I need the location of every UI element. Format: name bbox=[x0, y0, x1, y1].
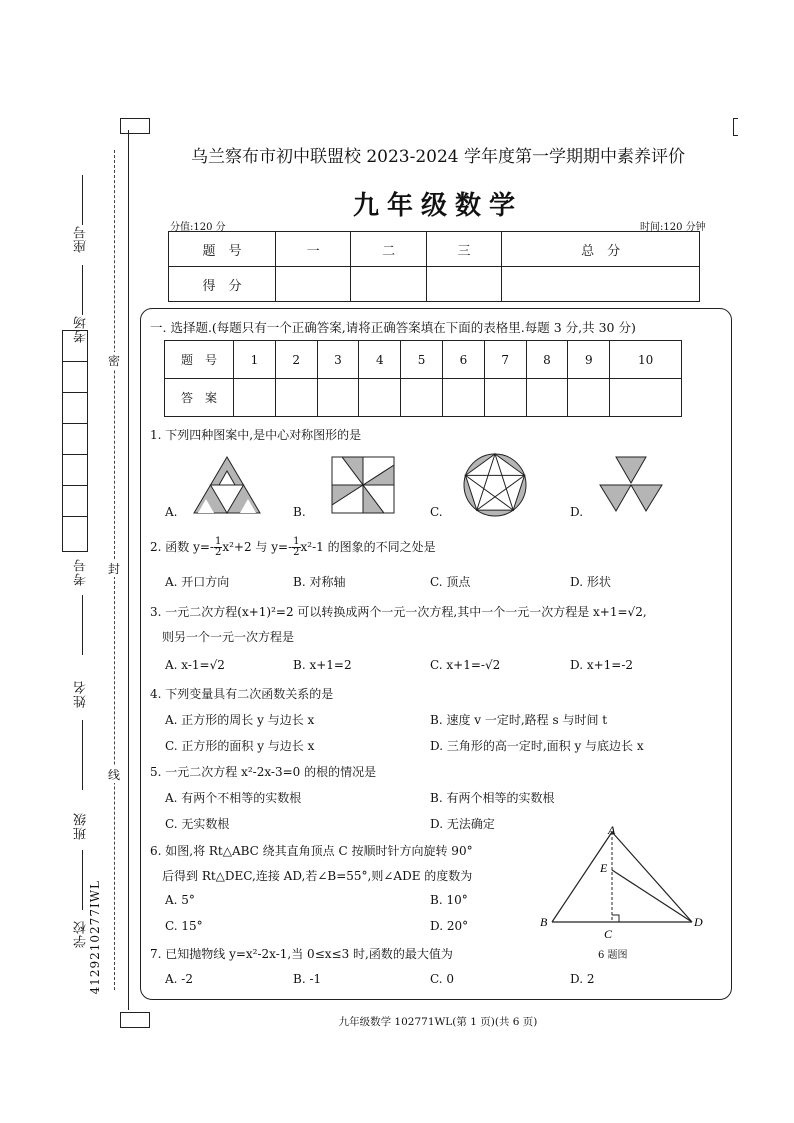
q2-stem bbox=[150, 537, 436, 558]
fig-label-c: C bbox=[604, 927, 613, 941]
q7-stem: 7. 已知抛物线 y=x²-2x-1,当 0≤x≤3 时,函数的最大值为 bbox=[150, 947, 453, 961]
q1-label-b: B. bbox=[293, 505, 306, 519]
name-label: 姓名 bbox=[74, 680, 89, 708]
q2-prefix: 2. 函数 y=- bbox=[150, 540, 214, 554]
q4-stem: 4. 下列变量具有二次函数关系的是 bbox=[150, 687, 334, 701]
q3-option-c[interactable]: C. x+1=-√2 bbox=[430, 658, 501, 672]
fig-label-b: B bbox=[540, 915, 548, 929]
q5-option-c[interactable]: C. 无实数根 bbox=[165, 817, 230, 831]
q6-figure bbox=[538, 826, 708, 942]
q2-mid2: x²-1 的图象的不同之处是 bbox=[300, 540, 436, 554]
answer-header-5: 5 bbox=[401, 341, 443, 379]
seal-feng: 封 bbox=[108, 562, 121, 576]
q6-line2: 后得到 Rt△DEC,连接 AD,若∠B=55°,则∠ADE 的度数为 bbox=[162, 869, 473, 883]
exam-number-boxes[interactable] bbox=[62, 330, 88, 552]
q3-option-b[interactable]: B. x+1=2 bbox=[293, 658, 352, 672]
score-col-2: 二 bbox=[351, 232, 426, 267]
answer-cell[interactable] bbox=[401, 379, 443, 417]
fig-label-d: D bbox=[694, 915, 703, 929]
q6-line1: 6. 如图,将 Rt△ABC 绕其直角顶点 C 按顺时针方向旋转 90° bbox=[150, 844, 473, 858]
exam-title: 乌兰察布市初中联盟校 2023-2024 学年度第一学期期中素养评价 bbox=[190, 147, 686, 167]
q1-figure-d bbox=[598, 455, 664, 515]
corner-bracket bbox=[733, 118, 738, 136]
score-col-total: 总 分 bbox=[502, 232, 700, 267]
answer-header-label: 题 号 bbox=[165, 341, 234, 379]
q3-line2: 则另一个一元一次方程是 bbox=[162, 630, 295, 644]
q1-label-c: C. bbox=[430, 505, 443, 519]
q4-option-b[interactable]: B. 速度 v 一定时,路程 s 与时间 t bbox=[430, 713, 608, 727]
corner-box-top bbox=[120, 118, 150, 134]
q5-stem: 5. 一元二次方程 x²-2x-3=0 的根的情况是 bbox=[150, 765, 377, 779]
q1-figure-b bbox=[330, 455, 396, 515]
q5-option-d[interactable]: D. 无法确定 bbox=[430, 817, 495, 831]
answer-row-label: 答 案 bbox=[165, 379, 234, 417]
q7-option-a[interactable]: A. -2 bbox=[165, 972, 193, 986]
q6-option-a[interactable]: A. 5° bbox=[165, 893, 195, 907]
answer-cell[interactable] bbox=[275, 379, 317, 417]
answer-cell[interactable] bbox=[442, 379, 484, 417]
seal-xian: 线 bbox=[108, 768, 121, 782]
answer-header-4: 4 bbox=[359, 341, 401, 379]
class-blank[interactable] bbox=[82, 850, 83, 910]
q2-option-d[interactable]: D. 形状 bbox=[570, 575, 611, 589]
score-cell-2[interactable] bbox=[351, 267, 426, 302]
room-label: 考场 bbox=[74, 315, 89, 343]
answer-cell[interactable] bbox=[359, 379, 401, 417]
q2-frac-num: 1 bbox=[293, 536, 300, 547]
q2-fraction-2 bbox=[292, 537, 300, 558]
q2-frac-den: 2 bbox=[214, 547, 222, 558]
seat-blank[interactable] bbox=[82, 175, 83, 225]
q1-label-d: D. bbox=[570, 505, 584, 519]
answer-cell[interactable] bbox=[484, 379, 526, 417]
class-label: 班级 bbox=[74, 812, 89, 840]
section1-heading: 一. 选择题.(每题只有一个正确答案,请将正确答案填在下面的表格里.每题 3 分,共 30 分) bbox=[150, 320, 636, 335]
q5-option-b[interactable]: B. 有两个相等的实数根 bbox=[430, 791, 555, 805]
q1-figure-a bbox=[192, 455, 262, 515]
answer-table bbox=[164, 340, 682, 417]
score-row-label: 得 分 bbox=[169, 267, 276, 302]
subject-title: 九年级数学 bbox=[352, 191, 523, 221]
score-cell-3[interactable] bbox=[426, 267, 501, 302]
q2-option-b[interactable]: B. 对称轴 bbox=[293, 575, 346, 589]
seal-mi: 密 bbox=[108, 354, 121, 368]
q4-option-d[interactable]: D. 三角形的高一定时,面积 y 与底边长 x bbox=[430, 739, 644, 753]
answer-cell[interactable] bbox=[526, 379, 568, 417]
q4-option-c[interactable]: C. 正方形的面积 y 与边长 x bbox=[165, 739, 315, 753]
answer-header-10: 10 bbox=[610, 341, 682, 379]
exam-no-label: 考号 bbox=[74, 558, 89, 586]
q7-option-c[interactable]: C. 0 bbox=[430, 972, 455, 986]
q1-label-a: A. bbox=[165, 505, 178, 519]
q6-option-d[interactable]: D. 20° bbox=[430, 919, 469, 933]
q7-option-d[interactable]: D. 2 bbox=[570, 972, 595, 986]
q2-frac-den: 2 bbox=[293, 547, 300, 558]
answer-header-3: 3 bbox=[317, 341, 359, 379]
q2-mid1: x²+2 与 y=- bbox=[222, 540, 293, 554]
answer-header-8: 8 bbox=[526, 341, 568, 379]
score-total: 分值:120 分 bbox=[170, 222, 226, 233]
q6-option-b[interactable]: B. 10° bbox=[430, 893, 468, 907]
fig-label-e: E bbox=[600, 861, 608, 875]
q4-option-a[interactable]: A. 正方形的周长 y 与边长 x bbox=[165, 713, 315, 727]
score-col-1: 一 bbox=[276, 232, 351, 267]
binding-line bbox=[128, 130, 129, 1010]
fig-label-a: A bbox=[608, 826, 616, 837]
seat-label: 座号 bbox=[74, 225, 89, 253]
room-blank[interactable] bbox=[82, 265, 83, 315]
q5-option-a[interactable]: A. 有两个不相等的实数根 bbox=[165, 791, 302, 805]
score-cell-total[interactable] bbox=[502, 267, 700, 302]
q1-figure-c bbox=[462, 452, 528, 518]
name-blank[interactable] bbox=[82, 720, 83, 790]
score-cell-1[interactable] bbox=[276, 267, 351, 302]
answer-cell[interactable] bbox=[568, 379, 610, 417]
score-table bbox=[168, 231, 700, 302]
page-footer: 九年级数学 102771WL(第 1 页)(共 6 页) bbox=[338, 1016, 538, 1028]
q3-option-a[interactable]: A. x-1=√2 bbox=[165, 658, 225, 672]
answer-header-6: 6 bbox=[442, 341, 484, 379]
answer-cell[interactable] bbox=[610, 379, 682, 417]
exam-no-blank[interactable] bbox=[82, 595, 83, 655]
corner-box-bottom bbox=[120, 1012, 150, 1028]
answer-header-9: 9 bbox=[568, 341, 610, 379]
q2-option-a[interactable]: A. 开口方向 bbox=[165, 575, 230, 589]
q7-option-b[interactable]: B. -1 bbox=[293, 972, 322, 986]
q6-figure-caption: 6 题图 bbox=[598, 950, 628, 961]
q3-option-d[interactable]: D. x+1=-2 bbox=[570, 658, 634, 672]
q3-line1: 3. 一元二次方程(x+1)²=2 可以转换成两个一元一次方程,其中一个一元一次方程是 x+1=√2, bbox=[150, 605, 647, 619]
q2-frac-num: 1 bbox=[214, 536, 222, 547]
answer-cell[interactable] bbox=[234, 379, 276, 417]
score-col-3: 三 bbox=[426, 232, 501, 267]
paper-code: 4129210277IWL bbox=[88, 880, 102, 995]
score-col-label: 题 号 bbox=[169, 232, 276, 267]
school-label: 学校 bbox=[74, 920, 89, 948]
answer-header-2: 2 bbox=[275, 341, 317, 379]
q6-option-c[interactable]: C. 15° bbox=[165, 919, 203, 933]
answer-header-7: 7 bbox=[484, 341, 526, 379]
q1-stem: 1. 下列四种图案中,是中心对称图形的是 bbox=[150, 428, 362, 442]
exam-time: 时间:120 分钟 bbox=[640, 222, 706, 233]
answer-cell[interactable] bbox=[317, 379, 359, 417]
answer-header-1: 1 bbox=[234, 341, 276, 379]
q2-option-c[interactable]: C. 顶点 bbox=[430, 575, 471, 589]
